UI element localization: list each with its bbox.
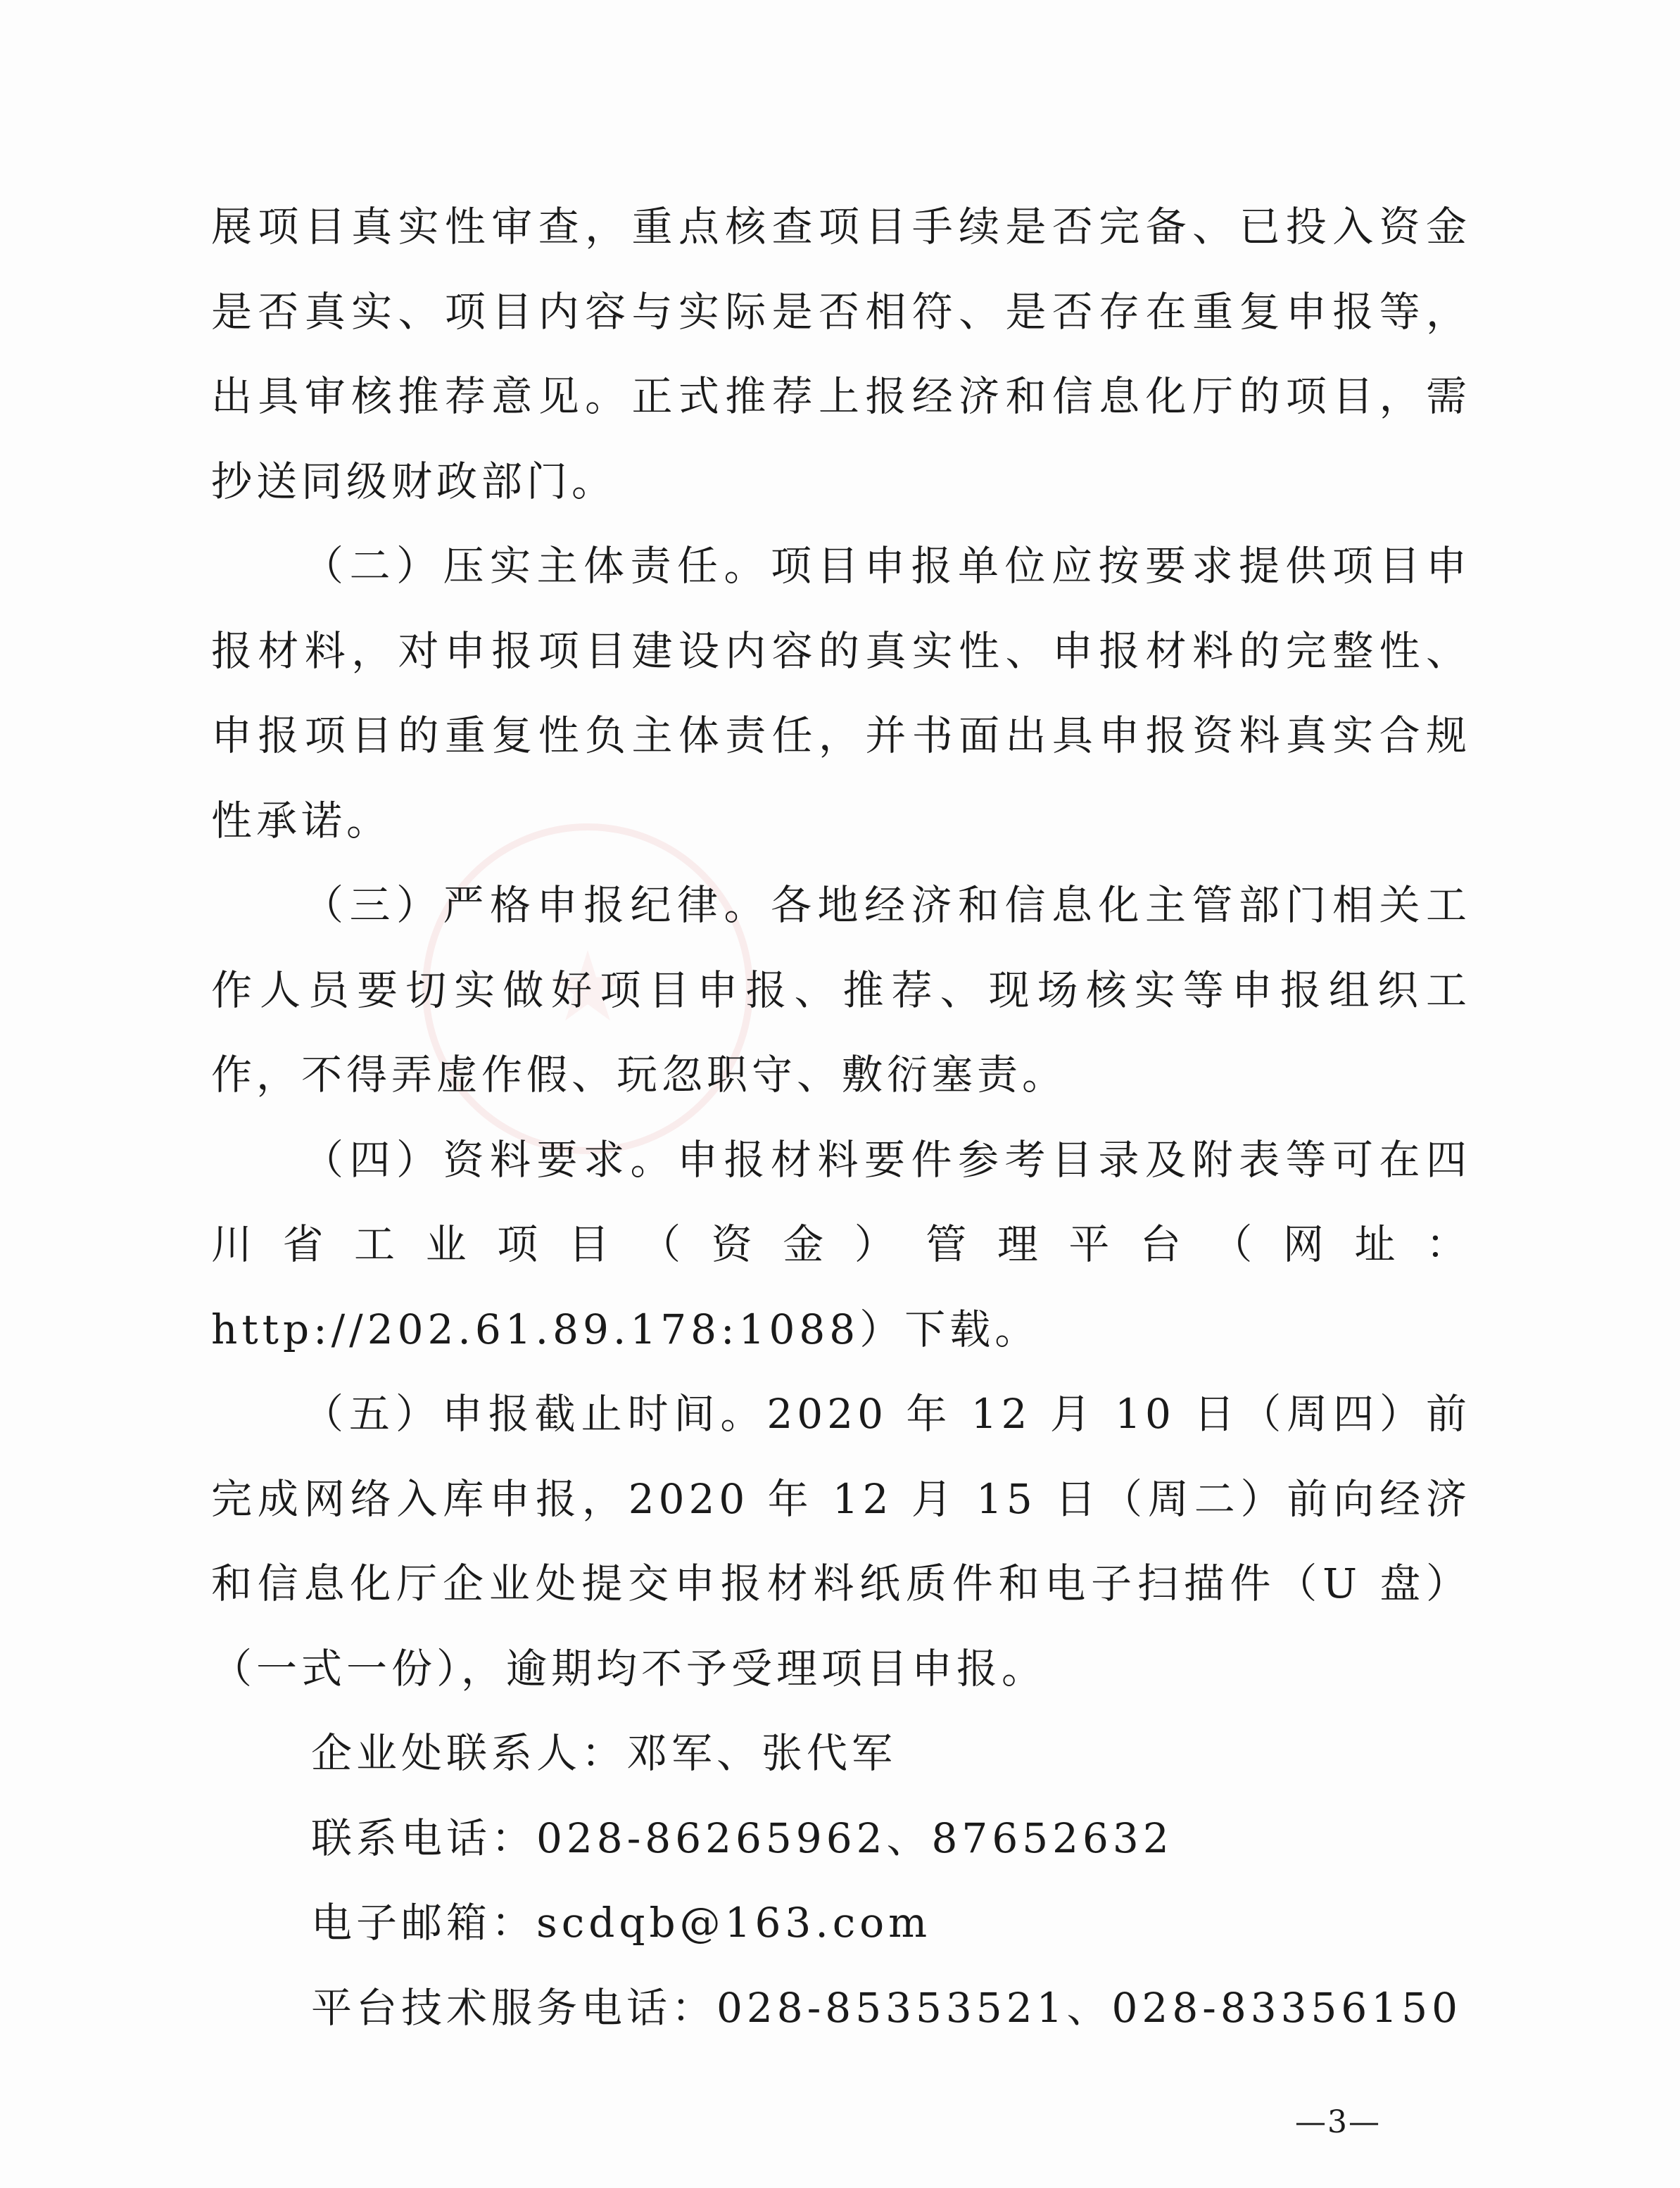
document-body (211, 184, 1471, 2050)
paragraph-section-4: （四）资料要求。申报材料要件参考目录及附表等可在四川省工业项目（资金）管理平台（网址：http://202.61.89.178:1088）下载。 (211, 1135, 1471, 1353)
paragraph-section-3: （三）严格申报纪律。各地经济和信息化主管部门相关工作人员要切实做好项目申报、推荐、现场核实等申报组织工作，不得弄虚作假、玩忽职守、敷衍塞责。 (211, 881, 1471, 1099)
page-number: —3— (1295, 2104, 1381, 2140)
paragraph-section-2: （二）压实主体责任。项目申报单位应按要求提供项目申报材料，对申报项目建设内容的真实性、申报材料的完整性、申报项目的重复性负主体责任，并书面出具申报资料真实合规性承诺。 (211, 542, 1471, 845)
contact-person: 企业处联系人：邓军、张代军 (311, 1729, 897, 1777)
contact-email: 电子邮箱：scdqb@163.com (311, 1899, 932, 1947)
paragraph-section-5: （五）申报截止时间。2020 年 12 月 10 日（周四）前完成网络入库申报，2020 年 12 月 15 日（周二）前向经济和信息化厅企业处提交申报材料纸质件和电子扫描件（U 盘）（一式一份），逾期均不予受理项目申报。 (211, 1390, 1471, 1693)
paragraph-continuation: 展项目真实性审查，重点核查项目手续是否完备、已投入资金是否真实、项目内容与实际是否相符、是否存在重复申报等，出具审核推荐意见。正式推荐上报经济和信息化厅的项目，需抄送同级财政部门。 (211, 203, 1471, 505)
contact-tech-support-phone: 平台技术服务电话：028-85353521、028-83356150 (311, 1983, 1463, 2032)
contact-phone: 联系电话：028-86265962、87652632 (311, 1814, 1173, 1862)
